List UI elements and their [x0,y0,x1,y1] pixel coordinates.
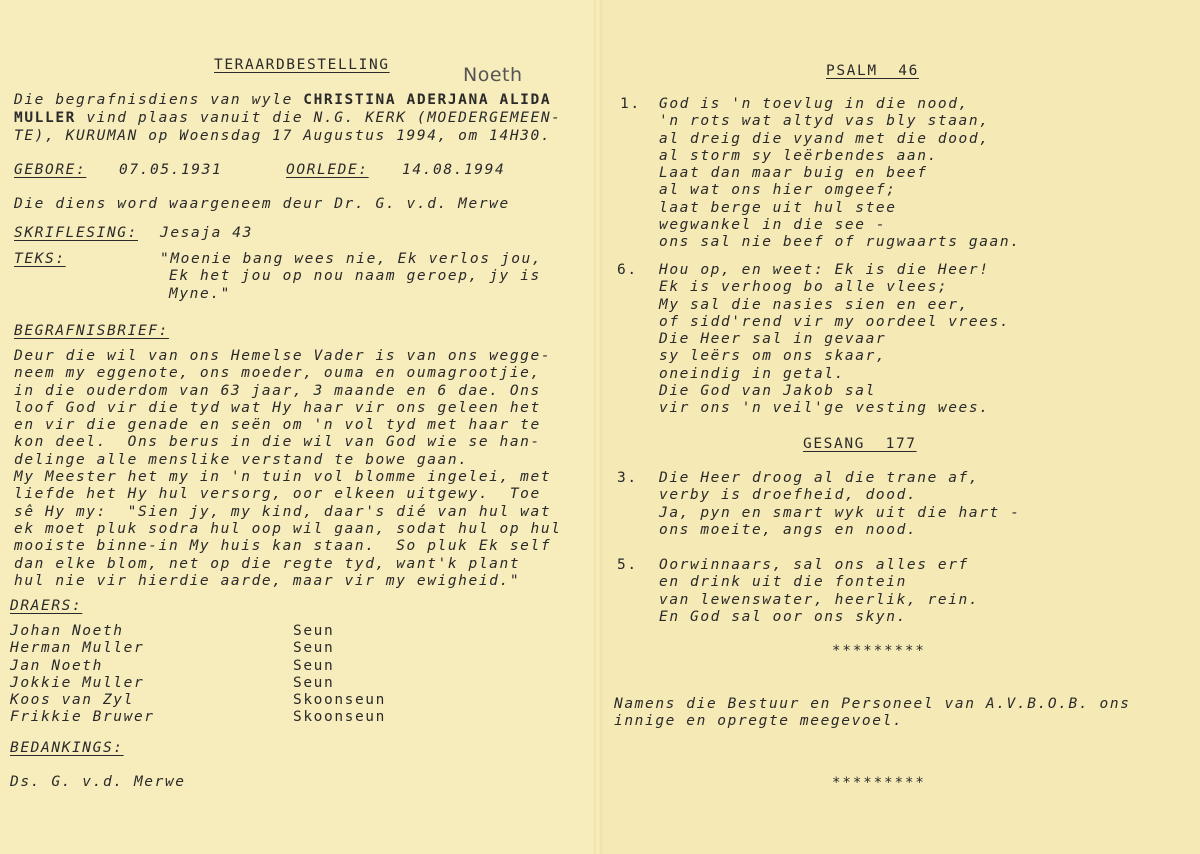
psalm-verse-number: 1. [620,96,641,112]
verse-line: ons moeite, angs en nood. [659,521,918,538]
teks-quote [160,251,542,303]
verse-line: laat berge uit hul stee [659,199,897,216]
draer-name: Jokkie Muller [10,674,145,691]
bedankings-value: Ds. G. v.d. Merwe [10,774,186,790]
intro-line-2: MULLER vind plaas vanuit die N.G. KERK (MOEDERGEMEEN- [14,110,562,126]
verse-line: Die Heer droog al die trane af, [659,470,980,486]
verse-line: Hou op, en weet: Ek is die Heer! [659,262,990,278]
brief-line: My Meester het my in 'n tuin vol blomme ingelei, met [14,469,552,486]
brief-line: en vir die genade en seën om 'n vol tyd met haar te [14,417,541,434]
oorlede-label: OORLEDE: [286,162,369,178]
teks-label: TEKS: [14,251,66,267]
verse-line: van lewenswater, heerlik, rein. [659,591,980,608]
verse-line: oneindig in getal. [659,365,845,382]
verse-line: Oorwinnaars, sal ons alles erf [659,557,969,573]
condolence-line: innige en opregte meegevoel. [614,713,904,730]
draer-relation: Seun [293,623,335,639]
verse-line: 'n rots wat altyd vas bly staan, [659,113,990,130]
verse-line: of sidd'rend vir my oordeel vrees. [659,313,1011,330]
draers-names [10,623,155,727]
verse-line: sy leërs om ons skaar, [659,348,887,365]
draer-relation: Skoonseun [293,692,386,709]
draer-relation: Seun [293,674,335,691]
gesang-verse-3 [659,470,1021,539]
intro-line-3: TE), KURUMAN op Woensdag 17 Augustus 1994, om 14H30. [14,128,552,144]
verse-line: ons sal nie beef of rugwaarts gaan. [659,234,1021,251]
verse-line: God is 'n toevlug in die nood, [659,96,969,112]
psalm-title: PSALM 46 [826,63,919,79]
draer-name: Johan Noeth [10,623,124,639]
verse-line: Die God van Jakob sal [659,383,876,400]
gesang-verse-number: 3. [617,470,638,486]
brief-line: delinge alle menslike verstand te bowe gaan. [14,451,469,468]
draer-name: Frikkie Bruwer [10,709,155,726]
brief-line: sê Hy my: "Sien jy, my kind, daar's dié van hul wat [14,503,552,520]
condolence-line: Namens die Bestuur en Personeel van A.V.B.O.B. ons [614,696,1131,712]
verse-line: Die Heer sal in gevaar [659,331,887,348]
verse-line: al storm sy leërbendes aan. [659,147,938,164]
brief-line: in die ouderdom van 63 jaar, 3 maande en 6 dae. Ons [14,382,541,399]
separator-stars: ********* [832,643,926,659]
brief-line: ek moet pluk sodra hul oop wil gaan, sodat hul op hul [14,520,562,537]
verse-line: verby is droefheid, dood. [659,487,918,504]
brief-line: kon deel. Ons berus in die wil van God wie se han- [14,434,541,451]
brief-line: loof God vir die tyd wat Hy haar vir ons geleen het [14,399,541,416]
verse-line: En God sal oor ons skyn. [659,608,907,625]
teks-line: Ek het jou op nou naam geroep, jy is [169,268,541,285]
begrafnisbrief-text [14,348,561,590]
begrafnisbrief-label: BEGRAFNISBRIEF: [14,323,169,339]
verse-line: Laat dan maar buig en beef [659,165,928,182]
gesang-title: GESANG 177 [803,436,917,452]
officiant-line: Die diens word waargeneem deur Dr. G. v.d. Merwe [14,196,510,212]
bedankings-label: BEDANKINGS: [10,740,124,756]
draer-relation: Seun [293,657,335,674]
brief-line: hul nie vir hierdie aarde, maar vir my ewigheid." [14,572,521,589]
psalm-verse-6 [659,262,1010,418]
verse-line: al dreig die vyand met die dood, [659,130,990,147]
verse-line: al wat ons hier omgeef; [659,182,897,199]
separator-stars: ********* [832,775,926,791]
brief-line: dan elke blom, net op die regte tyd, want'k plant [14,555,521,572]
draer-name: Herman Muller [10,640,145,657]
brief-line: Deur die wil van ons Hemelse Vader is van ons wegge- [14,348,552,364]
draers-label: DRAERS: [10,598,83,614]
brief-line: mooiste binne-in My huis kan staan. So pluk Ek self [14,538,552,555]
handwritten-note: Noeth [463,64,523,86]
verse-line: vir ons 'n veil'ge vesting wees. [659,400,990,417]
verse-line: Ja, pyn en smart wyk uit die hart - [659,504,1021,521]
draer-relation: Seun [293,640,335,657]
verse-line: My sal die nasies sien en eer, [659,296,969,313]
verse-line: en drink uit die fontein [659,574,907,591]
draer-name: Jan Noeth [10,657,103,674]
oorlede-value: 14.08.1994 [402,162,506,178]
gebore-value: 07.05.1931 [119,162,223,178]
draer-name: Koos van Zyl [10,692,134,709]
draers-relations [293,623,386,727]
document-title: TERAARDBESTELLING [214,57,390,73]
skriflesing-label: SKRIFLESING: [14,225,138,241]
teks-line: "Moenie bang wees nie, Ek verlos jou, [160,251,543,267]
skriflesing-value: Jesaja 43 [160,225,253,241]
psalm-verse-number: 6. [617,262,638,278]
verse-line: wegwankel in die see - [659,217,887,234]
page-fold [594,0,602,854]
intro-line-1: Die begrafnisdiens van wyle CHRISTINA ADERJANA ALIDA [14,92,552,108]
brief-line: liefde het Hy hul versorg, oor elkeen uitgewy. Toe [14,486,541,503]
draer-relation: Skoonseun [293,709,386,726]
gebore-label: GEBORE: [14,162,87,178]
teks-line: Myne." [169,285,231,302]
brief-line: neem my eggenote, ons moeder, ouma en oumagrootjie, [14,365,541,382]
condolence-text [614,696,1131,731]
gesang-verse-5 [659,557,979,626]
psalm-verse-1 [659,96,1021,252]
gesang-verse-number: 5. [617,557,638,573]
verse-line: Ek is verhoog bo alle vlees; [659,279,949,296]
